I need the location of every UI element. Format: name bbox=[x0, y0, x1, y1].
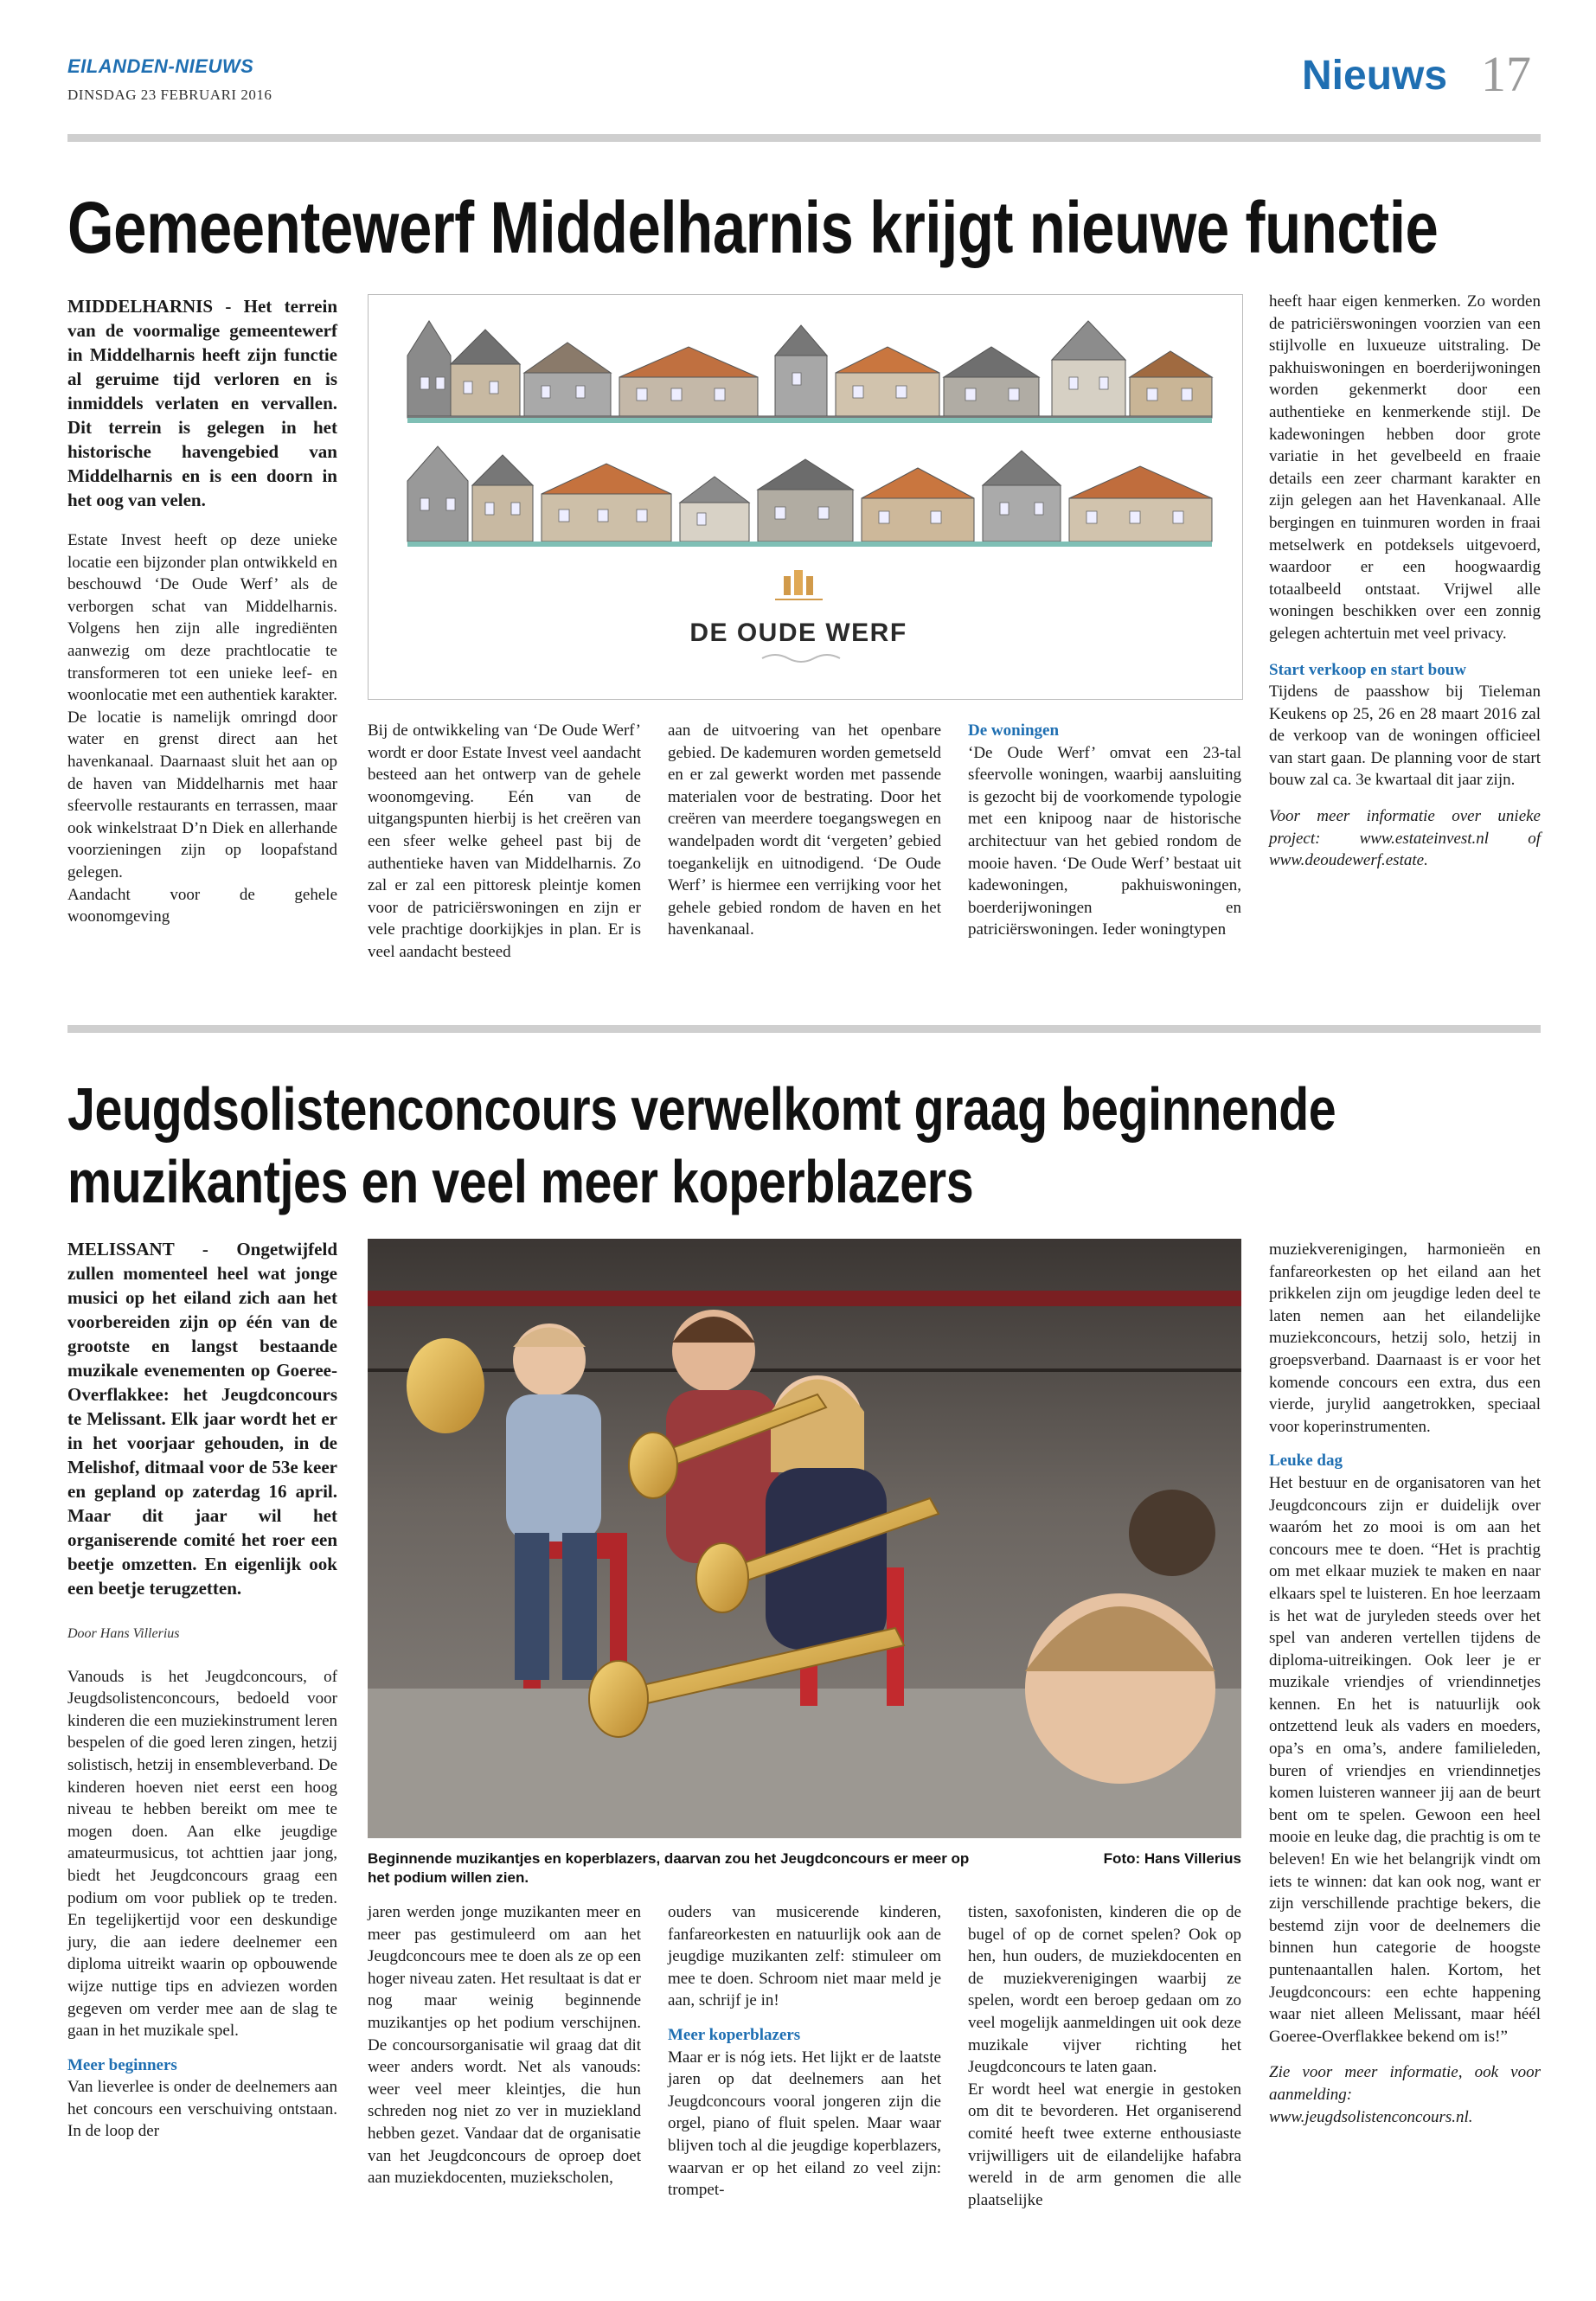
photo-caption: Beginnende muzikantjes en koperblazers, daarvan zou het Jeugdconcours er meer op het podium willen zien. bbox=[368, 1850, 970, 1886]
article2-col1-body: Vanouds is het Jeugdconcours, of Jeugdsolistenconcours, bedoeld voor kinderen die een muziekinstrument leren bespelen of die goed leren zingen, hetzij solistisch, hetzij in ensembleverband. De kinderen hoeven niet eerst een hoog niveau te hebben bereikt om mee te mogen doen. Aan elke jeugdige amateurmusicus, tot achttien jaar jong, biedt het Jeugdconcours graag een podium om voor publiek op te treden. En tegelijkertijd voor een deskundige jury, die aan iedere deelnemer een diploma uitreikt waarin op opbouwende wijze nuttige tips en adviezen worden gegeven om verder mee aan de slag te gaan in het muzikale spel. bbox=[67, 1667, 337, 2041]
article2-col3-body: ouders van musicerende kinderen, fanfareorkesten en natuurlijk ook aan de jeugdige muzikanten zelf: stimuleer om mee te doen. Schroom niet maar meld je aan, schrijf je in! bbox=[668, 1903, 941, 2010]
article2-byline: Door Hans Villerius bbox=[67, 1626, 180, 1641]
article1-col5-body2: Tijdens de paasshow bij Tieleman Keukens op 25, 26 en 28 maart 2016 zal de verkoop van de woningen officieel van start gaan. De planning voor de start bouw zal ca. 3e kwartaal dit jaar zijn. bbox=[1269, 683, 1541, 790]
architecture-figure bbox=[368, 294, 1243, 700]
article1-col5 bbox=[1269, 291, 1541, 872]
article2-col2 bbox=[368, 1901, 641, 2189]
article1-col3 bbox=[668, 720, 941, 941]
article1-headline: Gemeentewerf Middelharnis krijgt nieuwe functie bbox=[67, 187, 1439, 268]
article2-headline bbox=[67, 1073, 1336, 1218]
logo-text: DE OUDE WERF bbox=[689, 619, 907, 647]
photo-illustration bbox=[368, 1239, 1241, 1838]
article2-col5 bbox=[1269, 1239, 1541, 2128]
article1-col1-body: Estate Invest heeft op deze unieke locatie een bijzonder plan ontwikkeld en beschouwd ‘De Oude Werf’ als de verborgen schat van Middelharnis. Volgens hen zijn alle ingrediënten aanwezig om deze prachtlocatie te transformeren tot een unieke leef- en woonlocatie met een authentiek karakter. De locatie is namelijk omringd door water en grenst direct aan het havenkanaal. Daarnaast sluit het aan op de haven van Middelharnis met haar sfeervolle restaurants en terrassen, maar ook winkelstraat D’n Diek en allerhande voorzieningen zijn op loopafstand gelegen. bbox=[67, 531, 337, 881]
article2-lead: MELISSANT - Ongetwijfeld zullen momenteel heel wat jonge musici op het eiland zich aan het voorbereiden zijn op één van de grootste en langst bestaande muzikale evenementen op Goeree-Overflakkee: het Jeugdconcours te Melissant. Elk jaar wordt het er in het voorjaar gehouden, in de Melishof, ditmaal voor de 53e keer en gepland op zaterdag 16 april. Maar dit jaar wil het organiserende comité het roer een beetje omzetten. En eigenlijk ook een beetje terugzetten. bbox=[67, 1239, 337, 1599]
article2-subhead-beginners: Meer beginners bbox=[67, 2055, 177, 2074]
water-line-upper bbox=[407, 418, 1212, 423]
article1-col4-body: ‘De Oude Werf’ omvat een 23-tal sfeervolle woningen, waarbij aansluiting is gezocht bij de voorkomende typologie met een knipoog naar de historische architectuur van het gebied rondom de mooie haven. ‘De Oude Werf’ bestaat uit kadewoningen, pakhuiswoningen, boerderijwoningen en patriciërswoningen. Ieder woningtypen bbox=[968, 743, 1241, 939]
article1-col5-body: heeft haar eigen kenmerken. Zo worden de patriciërswoningen voorzien van een stijlvolle en luxueuze uitstraling. De pakhuiswoningen en boerderijwoningen worden gekenmerkt door een authentieke en kenmerkende stijl. De kadewoningen hebben door grote variatie in het gevelbeeld en fraaie details een zeer charmant karakter en zijn gelegen aan het Havenkanaal. Alle bergingen en tuinmuren worden in fraai metselwerk en potdeksels uitgevoerd, waardoor er een hoogwaardig totaalbeeld ontstaat. Vrijwel alle woningen beschikken over een zonnig gelegen achtertuin met veel privacy. bbox=[1269, 292, 1541, 643]
article1-col2-body: Bij de ontwikkeling van ‘De Oude Werf’ wordt er door Estate Invest veel aandacht besteed aan het ontwerp van de gehele woonomgeving. Eén van de uitgangspunten hierbij is het creëren van een sfeer welke geheel past bij de authentieke haven van Middelharnis. Zo zal er zal een pittoresk pleintje komen voor de patriciërswoningen en zijn er vele prachtige doorkijkjes in plan. Er is veel aandacht besteed bbox=[368, 721, 641, 961]
article2-col5-body2: Het bestuur en de organisatoren van het Jeugdconcours zijn er duidelijk over waaróm het zo mooi is om aan het concours mee te doen. “Het is prachtig om met elkaar muziek te maken en naar elkaars spel te luisteren. En hoe leerzaam is het wat de juryleden steeds over het spel van anderen vertellen tijdens de diploma-uitreikingen. Ook leer je er muzikale vriendjes of vriendinnetjes kennen. En het is natuurlijk ook ontzettend leuk als vaders en moeders, opa’s en oma’s, andere familieleden, buren of vriendjes en vriendinnetjes komen luisteren wanneer jij aan de beurt bent om te spelen. Gewoon een heel mooie en leuke dag, die prachtig is om te beleven! En wie het belangrijk vindt om iets te winnen: dat kan ook nog, want er zijn verschillende prachtige bekers, die bestemd zijn voor de deelnemers die binnen hun categorie de hoogste puntenaantallen halen. Kortom, het Jeugdconcours: een echte happening waar niet alleen Melissant, maar héél Goeree-Overflakkee bekend om is!” bbox=[1269, 1473, 1541, 2046]
article2-subhead-koperblazers: Meer koperblazers bbox=[668, 2025, 801, 2044]
musicians-photo bbox=[368, 1239, 1241, 1838]
issue-date: DINSDAG 23 FEBRUARI 2016 bbox=[67, 87, 272, 103]
article2-col3 bbox=[668, 1901, 941, 2202]
article2-col2-body: jaren werden jonge muzikanten meer en meer pas gestimuleerd om aan het Jeugdconcours mee te doen als ze op een hoger niveau zaten. Het resultaat is dat er nog maar weinig beginnende muzikantjes op het podium verschijnen. De concoursorganisatie wil graag dat dit weer anders wordt. Net als vanouds: weer veel meer kleintjes, die hun schreden nog niet zo ver in muziekland hebben gezet. Vandaar dat de organisatie van het Jeugdconcours de oproep doet aan muziekdocenten, muziekscholen, bbox=[368, 1903, 641, 2188]
article2-headline-line1: Jeugdsolistenconcours verwelkomt graag beginnende bbox=[67, 1075, 1336, 1143]
article1-subhead-verkoop: Start verkoop en start bouw bbox=[1269, 660, 1466, 679]
article2-col4 bbox=[968, 1901, 1241, 2211]
water-line-lower bbox=[407, 542, 1212, 547]
article1-col4 bbox=[968, 720, 1241, 941]
article1-more-info: Voor meer informatie over unieke project: www.estateinvest.nl of www.deoudewerf.estate. bbox=[1269, 807, 1541, 870]
section-title: Nieuws bbox=[1302, 53, 1448, 99]
page-number: 17 bbox=[1481, 46, 1531, 102]
masthead: EILANDEN-NIEUWS bbox=[67, 55, 254, 77]
article1-col2 bbox=[368, 720, 641, 964]
article2-col3-body2: Maar er is nóg iets. Het lijkt er de laatste jaren op dat deelnemers aan het Jeugdconcours vooral jongeren zijn die orgel, piano of fluit spelen. Maar waar blijven toch al die jeugdige koperblazers, waarvan er op het eiland zo veel zijn: trompet- bbox=[668, 2048, 941, 2200]
article1-col1 bbox=[67, 294, 337, 928]
header-rule bbox=[67, 134, 1541, 142]
article2-more-info: Zie voor meer informatie, ook voor aanmelding: www.jeugdsolistenconcours.nl. bbox=[1269, 2063, 1541, 2126]
street-elevation-drawing bbox=[369, 295, 1242, 699]
lower-elevation bbox=[407, 446, 1212, 542]
upper-elevation bbox=[407, 321, 1212, 418]
article2-col4-body: tisten, saxofonisten, kinderen die op de bugel of op de cornet spelen? Ook op hen, hun ouders, de muziekdocenten en de muziekverenigingen waarbij ze spelen, wordt een beroep gedaan om zo veel mogelijk aanmeldingen uit ook deze muzikale vijver richting het Jeugdconcours te laten gaan. bbox=[968, 1903, 1241, 2077]
article1-lead: MIDDELHARNIS - Het terrein van de voormalige gemeentewerf in Middelharnis heeft zijn functie al geruime tijd verloren en is inmiddels verlaten en vervallen. Dit terrein is gelegen in het historische havengebied van Middelharnis en is een doorn in het oog van velen. bbox=[67, 296, 337, 510]
article1-subhead-woningen: De woningen bbox=[968, 721, 1060, 740]
article2-subhead-leuke-dag: Leuke dag bbox=[1269, 1452, 1343, 1471]
article1-col3-body: aan de uitvoering van het openbare gebied. De kademuren worden gemetseld en er zal gewerkt worden met passende materialen voor de bestrating. Door het creëren van meerdere toegangswegen en wandelpaden wordt dit ‘vergeten’ gebied toegankelijk en uitnodigend. ‘De Oude Werf’ is hiermee een verrijking voor het gehele gebied rondom de haven en het havenkanaal. bbox=[668, 721, 941, 939]
de-oude-werf-logo-icon bbox=[762, 570, 840, 662]
article2-col5-body: muziekverenigingen, harmonieën en fanfareorkesten op het eiland aan het prikkelen zijn om jeugdige leden deel te laten nemen aan het eilandelijke muziekconcours, hetzij solo, hetzij in groepsverband. Daarnaast is er voor het komende concours een extra, dus een vierde, jurylid aangetrokken, speciaal voor koperinstrumenten. bbox=[1269, 1240, 1541, 1436]
article1-col1-body2: Aandacht voor de gehele woonomgeving bbox=[67, 885, 337, 926]
article2-col4-body2: Er wordt heel wat energie in gestoken om dit te bevorderen. Het organiserend comité heeft twee externe enthousiaste vrijwilligers uit de eilandelijke hafabra wereld in de arm genomen die alle plaatselijke bbox=[968, 2080, 1241, 2209]
article2-col1-body2: Van lieverlee is onder de deelnemers aan het concours een verschuiving ontstaan. In de loop der bbox=[67, 2078, 337, 2141]
article2-col1 bbox=[67, 1237, 337, 2143]
photo-credit: Foto: Hans Villerius bbox=[1103, 1850, 1241, 1867]
article-divider bbox=[67, 1025, 1541, 1033]
article2-headline-line2: muzikantjes en veel meer koperblazers bbox=[67, 1148, 974, 1215]
